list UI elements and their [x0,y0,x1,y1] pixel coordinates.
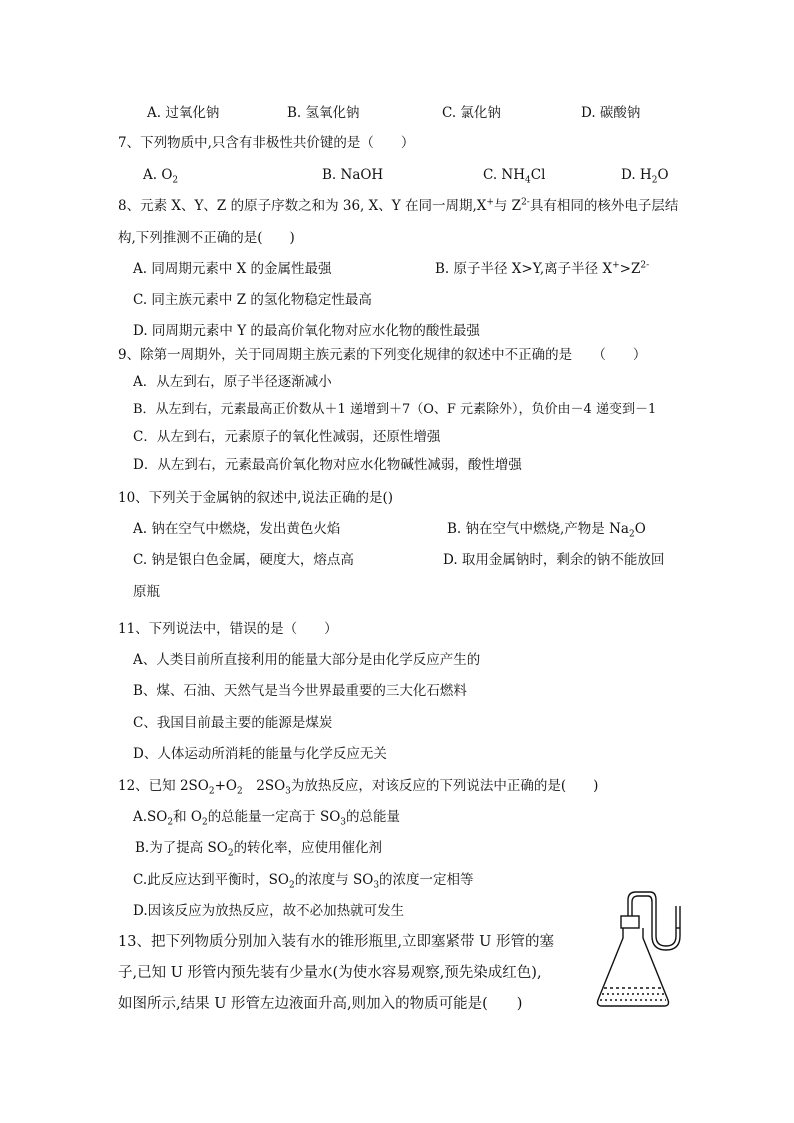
q8-option-b [435,259,649,279]
q9-option-b: B．从左到右，元素最高正价数从＋1 递增到＋7（O、F 元素除外），负价由－4 递变到－1 [133,402,657,417]
q8-b-sup2: 2- [640,260,650,271]
q8-stem-part3: 具有相同的核外电子层结 [529,198,679,214]
q12-a-part1: A.SO [133,809,168,825]
q7-c-label: C. NH [483,167,526,183]
q9-option-a: A．从左到右，原子半径逐渐减小 [133,374,332,390]
q11-option-c: C、我国目前最主要的能源是煤炭 [133,715,333,731]
q7-c-tail: Cl [530,167,546,183]
q10-option-a: A. 钠在空气中燃烧，发出黄色火焰 [133,521,341,537]
q13-stem-line1: 13、把下列物质分别加入装有水的锥形瓶里,立即塞紧带 U 形管的塞 [118,934,554,950]
q7-option-c [483,165,545,185]
q10-option-d-continued: 原瓶 [133,584,160,600]
q10-b-part1: B. 钠在空气中燃烧,产物是 Na [447,521,629,537]
q8-stem-sup-2minus: 2- [521,197,530,208]
q11-stem: 11、下列说法中，错误的是（ ） [118,621,338,637]
q6-option-c: C. 氯化钠 [442,105,501,121]
q11-option-a: A、人类目前所直接利用的能量大部分是由化学反应产生的 [133,652,481,668]
q7-option-d [621,165,669,185]
q10-stem: 10、下列关于金属钠的叙述中,说法正确的是() [118,490,394,506]
q8-stem-part2: 与 Z [493,198,522,214]
q12-stem-part1: 12、已知 2SO [118,778,209,794]
q12-a-part2: 和 O [173,809,202,825]
q12-a-part4: 的总能量 [346,809,401,825]
q12-c-part2: 的浓度与 SO [294,872,374,888]
q8-b-sup1: + [612,260,620,271]
q13-stem-line2: 子,已知 U 形管内预先装有少量水(为使水容易观察,预先染成红色), [118,965,542,981]
q12-option-c [133,870,474,890]
q10-b-part2: O [634,521,646,537]
q6-option-d: D. 碳酸钠 [581,105,641,121]
q8-b-part2: >Z [619,261,641,277]
q10-option-b [447,519,646,539]
q12-stem-sub3: 3 [285,786,291,797]
q8-stem-line2: 构,下列推测不正确的是( ) [118,230,295,246]
q12-a-part3: 的总能量一定高于 SO [207,809,341,825]
q9-option-c: C．从左到右，元素原子的氧化性减弱，还原性增强 [133,429,441,445]
q7-option-a [143,165,178,185]
q12-stem [118,776,598,796]
q12-option-a [133,807,400,827]
q12-a-sub3: 3 [340,817,347,828]
q8-stem-part1: 8、元素 X、Y、Z 的原子序数之和为 36, X、Y 在同一周期,X [118,198,487,214]
q12-a-sub1: 2 [167,817,174,828]
q12-a-sub2: 2 [201,817,208,828]
q7-d-tail: O [657,167,669,183]
q7-d-label: D. H [621,167,652,183]
q12-c-sub1: 2 [288,880,295,891]
q10-b-sub: 2 [628,529,635,540]
q10-option-d: D. 取用金属钠时，剩余的钠不能放回 [443,552,665,568]
q7-option-b: B. NaOH [322,167,384,183]
q13-stem-line3: 如图所示,结果 U 形管左边液面升高,则加入的物质可能是( ) [118,996,523,1012]
q12-c-sub2: 3 [373,880,380,891]
q7-a-sub: 2 [172,175,179,186]
q8-stem-sup-plus: + [486,197,494,208]
q9-option-d: D．从左到右，元素最高价氧化物对应水化物碱性减弱，酸性增强 [133,457,522,473]
q12-stem-sub2: 2 [237,786,243,797]
q8-option-d: D. 同周期元素中 Y 的最高价氧化物对应水化物的酸性最强 [133,323,480,339]
q8-stem [118,196,678,216]
q12-b-sub1: 2 [227,848,234,859]
q12-option-d: D.因该反应为放热反应，故不必加热就可发生 [133,903,405,919]
q12-c-part1: C.此反应达到平衡时，SO [133,872,289,888]
q6-option-b: B. 氢氧化钠 [287,105,360,121]
q7-stem: 7、下列物质中,只含有非极性共价键的是（ ） [118,135,415,151]
q12-stem-part3: 2SO [242,778,286,794]
q8-option-c: C. 同主族元素中 Z 的氢化物稳定性最高 [133,292,372,308]
conical-flask-u-tube-figure [592,888,704,1018]
q12-b-part1: B.为了提高 SO [135,840,228,856]
q12-option-b [135,838,382,858]
q10-option-c: C. 钠是银白色金属，硬度大，熔点高 [133,552,354,568]
q12-stem-sub1: 2 [208,786,215,797]
q7-a-label: A. O [143,167,173,183]
q8-option-a: A. 同周期元素中 X 的金属性最强 [133,261,332,277]
q7-d-sub: 2 [651,175,658,186]
q12-c-part3: 的浓度一定相等 [379,872,474,888]
q7-c-sub: 4 [525,175,531,186]
q11-option-b: B、煤、石油、天然气是当今世界最重要的三大化石燃料 [133,683,467,699]
q9-stem: 9、除第一周期外，关于同周期主族元素的下列变化规律的叙述中不正确的是 （ ） [118,347,647,363]
q6-option-a: A. 过氧化钠 [147,105,220,121]
q8-b-part1: B. 原子半径 X>Y,离子半径 X [435,261,613,277]
q12-b-part2: 的转化率，应使用催化剂 [233,840,383,856]
q12-stem-part4: 为放热反应，对该反应的下列说法中正确的是( ) [290,778,599,794]
q11-option-d: D、人体运动所消耗的能量与化学反应无关 [133,746,387,762]
q12-stem-part2: +O [214,778,237,794]
